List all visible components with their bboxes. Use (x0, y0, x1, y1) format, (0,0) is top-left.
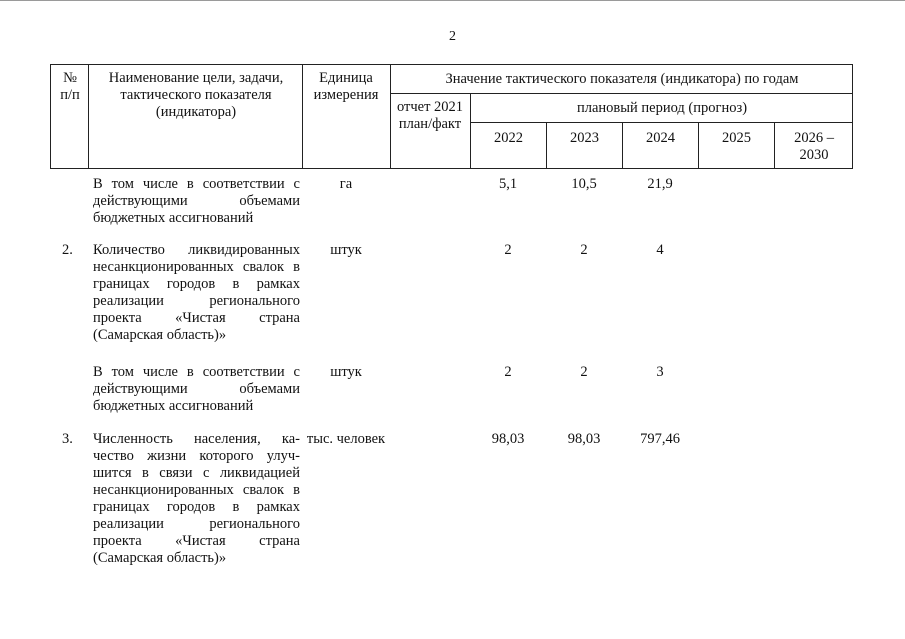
header-line-plan (470, 122, 853, 123)
row-number: 3. (62, 431, 73, 447)
row-name: Количество ликвидированных несанкционированных свалок в границах городов в рамках реализации регионального проекта «Чистая страна (Самарская область)» (93, 242, 300, 343)
row-unit: штук (330, 242, 362, 258)
row-value-2024: 797,46 (640, 431, 680, 447)
header-line-bottom (50, 168, 853, 169)
header-values-title: Значение тактического показателя (индикатора) по годам (445, 71, 799, 87)
table-header (50, 64, 853, 170)
row-unit: штук (330, 364, 362, 380)
row-value-2024: 21,9 (647, 176, 673, 192)
row-value-2022: 2 (504, 364, 512, 380)
page-number: 2 (449, 29, 456, 44)
row-value-2022: 98,03 (491, 431, 525, 447)
header-vline-unit (390, 64, 391, 169)
row-value-2022: 5,1 (498, 176, 518, 192)
header-vline-right (852, 64, 853, 169)
row-value-2023: 2 (580, 242, 588, 258)
header-year-2026-2030: 2026 – 2030 (794, 130, 834, 163)
header-vline-left (50, 64, 51, 169)
header-number: № п/п (60, 70, 80, 103)
header-year-2022: 2022 (494, 130, 523, 146)
row-value-2023: 2 (580, 364, 588, 380)
row-value-2023: 98,03 (567, 431, 601, 447)
header-vline-2025 (774, 122, 775, 169)
row-value-2023: 10,5 (571, 176, 597, 192)
header-vline-name (302, 64, 303, 169)
header-vline-num (88, 64, 89, 169)
row-name: Численность населения, качество жизни которого улучшится в связи с ликвидацией несанкционированных свалок в границах городов в рамках реализации регионального проекта «Чистая страна (Самарская область)» (93, 431, 300, 566)
header-year-2024: 2024 (646, 130, 675, 146)
row-value-2024: 3 (656, 364, 664, 380)
header-line-values (390, 93, 853, 94)
top-border-line (0, 0, 905, 1)
header-report: отчет 2021 план/факт (396, 99, 464, 132)
header-line-top (50, 64, 853, 65)
row-value-2022: 2 (504, 242, 512, 258)
header-name: Наименование цели, задачи, тактического показателя (индикатора) (108, 70, 284, 120)
row-number: 2. (62, 242, 73, 258)
header-year-2023: 2023 (570, 130, 599, 146)
row-value-2024: 4 (656, 242, 664, 258)
row-name: В том числе в соответствии с действующими объемами бюджетных ассигнований (93, 176, 300, 226)
header-unit: Единица измерения (313, 70, 379, 103)
header-year-2025: 2025 (722, 130, 751, 146)
row-unit: га (339, 176, 353, 192)
row-unit: тыс. человек (306, 431, 386, 447)
header-plan-period: плановый период (прогноз) (576, 100, 748, 116)
row-name: В том числе в соответствии с действующими объемами бюджетных ассигнований (93, 364, 300, 414)
